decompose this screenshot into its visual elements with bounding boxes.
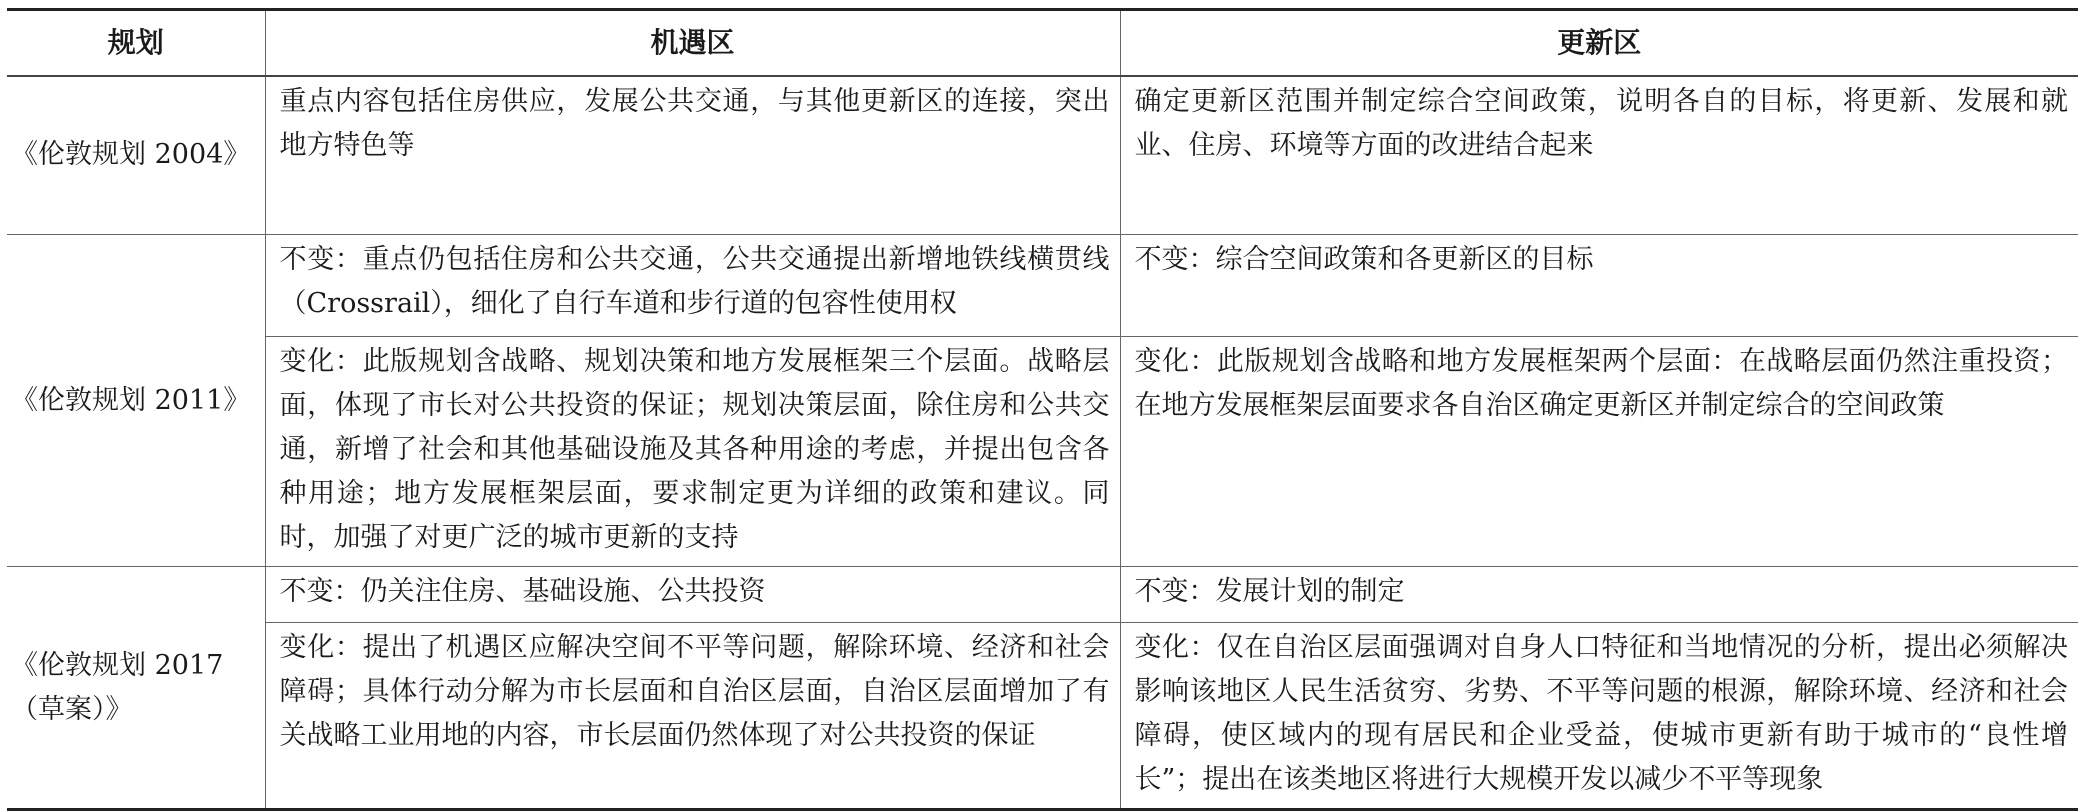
renewal-cell-2017-unchanged: 不变：发展计划的制定 — [1120, 567, 2078, 623]
renewal-cell-2011-changed: 变化：此版规划含战略和地方发展框架两个层面：在战略层面仍然注重投资；在地方发展框架层面要求各自治区确定更新区并制定综合的空间政策 — [1120, 337, 2078, 567]
opportunity-cell-2017-unchanged: 不变：仍关注住房、基础设施、公共投资 — [265, 567, 1120, 623]
table-row-2004 — [7, 76, 2078, 235]
header-opportunity-area: 机遇区 — [265, 10, 1120, 76]
renewal-cell-2011-unchanged: 不变：综合空间政策和各更新区的目标 — [1120, 235, 2078, 337]
table-body — [7, 76, 2078, 810]
comparison-table — [7, 8, 2078, 811]
table-row-2011-unchanged — [7, 235, 2078, 337]
header-row — [7, 10, 2078, 76]
opportunity-cell-2011-unchanged: 不变：重点仍包括住房和公共交通，公共交通提出新增地铁线横贯线（Crossrail），细化了自行车道和步行道的包容性使用权 — [265, 235, 1120, 337]
opportunity-cell-2017-changed: 变化：提出了机遇区应解决空间不平等问题，解除环境、经济和社会障碍；具体行动分解为市长层面和自治区层面，自治区层面增加了有关战略工业用地的内容，市长层面仍然体现了对公共投资的保证 — [265, 623, 1120, 810]
table-row-2017-unchanged — [7, 567, 2078, 623]
renewal-cell-2017-changed: 变化：仅在自治区层面强调对自身人口特征和当地情况的分析，提出必须解决影响该地区人民生活贫穷、劣势、不平等问题的根源，解除环境、经济和社会障碍，使区域内的现有居民和企业受益，使城市更新有助于城市的“良性增长”；提出在该类地区将进行大规模开发以减少不平等现象 — [1120, 623, 2078, 810]
renewal-cell-2004: 确定更新区范围并制定综合空间政策，说明各自的目标，将更新、发展和就业、住房、环境等方面的改进结合起来 — [1120, 76, 2078, 235]
table-row-2017-changed — [7, 623, 2078, 810]
opportunity-cell-2004: 重点内容包括住房供应，发展公共交通，与其他更新区的连接，突出地方特色等 — [265, 76, 1120, 235]
header-renewal-area: 更新区 — [1120, 10, 2078, 76]
plan-name-2011: 《伦敦规划 2011》 — [7, 235, 265, 567]
opportunity-cell-2011-changed: 变化：此版规划含战略、规划决策和地方发展框架三个层面。战略层面，体现了市长对公共投资的保证；规划决策层面，除住房和公共交通，新增了社会和其他基础设施及其各种用途的考虑，并提出包含各种用途；地方发展框架层面，要求制定更为详细的政策和建议。同时，加强了对更广泛的城市更新的支持 — [265, 337, 1120, 567]
table-row-2011-changed — [7, 337, 2078, 567]
plan-name-2017: 《伦敦规划 2017（草案）》 — [7, 567, 265, 810]
plan-name-2004: 《伦敦规划 2004》 — [7, 76, 265, 235]
header-plan: 规划 — [7, 10, 265, 76]
table-header — [7, 10, 2078, 76]
